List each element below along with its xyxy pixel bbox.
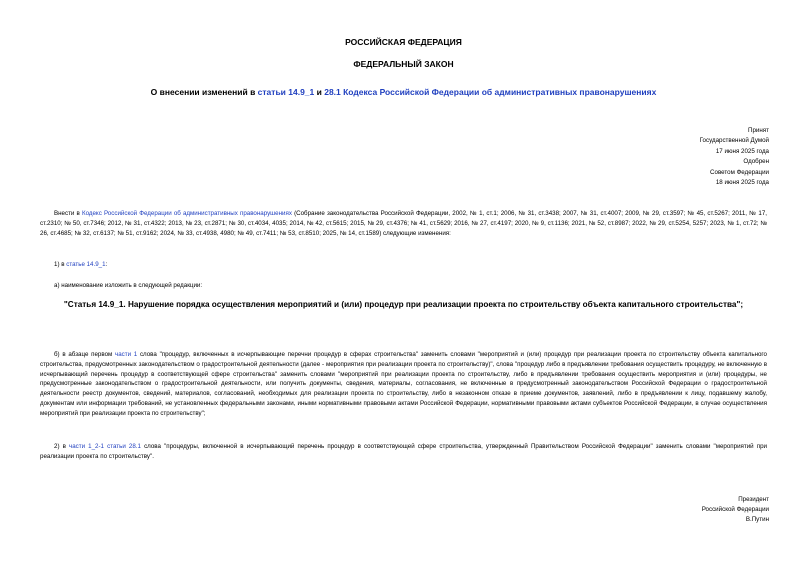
signature-block	[569, 495, 769, 526]
item-2	[40, 442, 767, 462]
item-2-prefix: 2) в	[54, 443, 70, 450]
intro-prefix: Внести в	[54, 210, 82, 217]
adoption-date: 17 июня 2025 года	[715, 147, 769, 155]
intro-paragraph	[40, 209, 767, 238]
law-type-heading: ФЕДЕРАЛЬНЫЙ ЗАКОН	[353, 59, 454, 69]
title-prefix: О внесении изменений в	[150, 87, 258, 97]
item-1-suffix: :	[105, 261, 108, 268]
item-2-text: слова "процедуры, включенной в исчерпывающий перечень процедур в соответствующей сфере строительства, утвержденный Правительством Российской Федерации" заменить словами "мероприятий при реализации проекта по строительству".	[40, 443, 767, 460]
law-title	[0, 87, 807, 97]
country-heading: РОССИЙСКАЯ ФЕДЕРАЦИЯ	[345, 37, 462, 47]
signature-name: В.Путин	[745, 516, 769, 524]
article-heading: "Статья 14.9_1. Нарушение порядка осуществления мероприятий и (или) процедур при реализации проекта по строительству объекта капитального строительства";	[63, 300, 744, 309]
part-1-2-1-article-28-1-link[interactable]: части 1_2-1 статьи 28.1	[69, 443, 141, 450]
signature-title: Президент	[738, 496, 769, 503]
item-1-prefix: 1) в	[54, 261, 67, 268]
title-link-article-28-1[interactable]: 28.1 Кодекса Российской Федерации об административных правонарушениях	[324, 87, 657, 97]
item-b-prefix: б) в абзаце первом	[54, 351, 115, 358]
approval-line: Одобрен	[743, 158, 769, 166]
adoption-line: Государственной Думой	[699, 137, 769, 145]
koap-link[interactable]: Кодекс Российской Федерации об административных правонарушениях	[81, 210, 292, 217]
title-link-article-14-9-1[interactable]: статьи 14.9_1	[257, 87, 315, 97]
title-mid: и	[314, 87, 325, 97]
signature-country: Российской Федерации	[701, 506, 769, 514]
approval-line: Советом Федерации	[710, 168, 769, 176]
adoption-block	[569, 126, 769, 188]
item-b	[40, 350, 767, 419]
approval-date: 18 июня 2025 года	[715, 179, 769, 187]
item-a: а) наименование изложить в следующей редакции:	[54, 282, 203, 289]
article-14-9-1-link[interactable]: статье 14.9_1	[66, 261, 106, 268]
adoption-line: Принят	[748, 127, 769, 134]
item-1	[40, 260, 767, 270]
item-b-text: слова "процедур, включенных в исчерпывающие перечни процедур в сферах строительства" заменить словами "мероприятий и (или) процедур при реализации проекта по строительству объекта капитального строительства, предусмотренных законодательством о градостроительной деятельности (далее - мероприятия при реализации проекта по строительству)", слова "процедур либо в предъявлении требования осуществить процедуру, не включенную в исчерпывающий перечень процедур в соответствующей сфере строительства" заменить словами "мероприятий при реализации проекта по строительству, либо в предъявлении требования осуществить мероприятия и (или) процедуры, не предусмотренные законодательством о градостроительной деятельности, или получить документы, сведения, материалы, согласования, не включенные в предусмотренный законодательством Российской Федерации о градостроительной деятельности реестр документов, сведений, материалов, согласований, необходимых для реализации проекта по строительству, либо в незаконном отказе в приеме документов, заявлений, либо в предъявлении к лицу, подавшему жалобу, документам или информации требований, не установленных федеральными законами, иными нормативными правовыми актами Российской Федерации, нормативными правовыми актами субъектов Российской Федерации, в случае осуществления мероприятий при реализации проекта по строительству";	[40, 351, 767, 417]
intro-text: (Собрание законодательства Российской Федерации, 2002, № 1, ст.1; 2006, № 31, ст.3438; 2007, № 31, ст.4007; 2009, № 29, ст.3597; № 45, ст.5267; 2011, № 17, ст.2310; № 50, ст.7346; 2012, № 31, ст.4322; 2013, № 23, ст.2871; № 30, ст.4034, 4035; 2014, № 42, ст.5615; 2015, № 29, ст.4376; № 41, ст.5629; 2016, № 27, ст.4197; 2020, № 9, ст.1136; 2021, № 52, ст.8987; 2022, № 29, ст.5254, 5257; 2023, № 1, ст.72; № 26, ст.4685; № 32, ст.6137; № 51, ст.9162; 2024, № 33, ст.4938, 4980; № 49, ст.7411; № 53, ст.8510; 2025, № 14, ст.1589) следующие изменения:	[40, 210, 767, 237]
part-1-link[interactable]: части 1	[115, 351, 138, 358]
